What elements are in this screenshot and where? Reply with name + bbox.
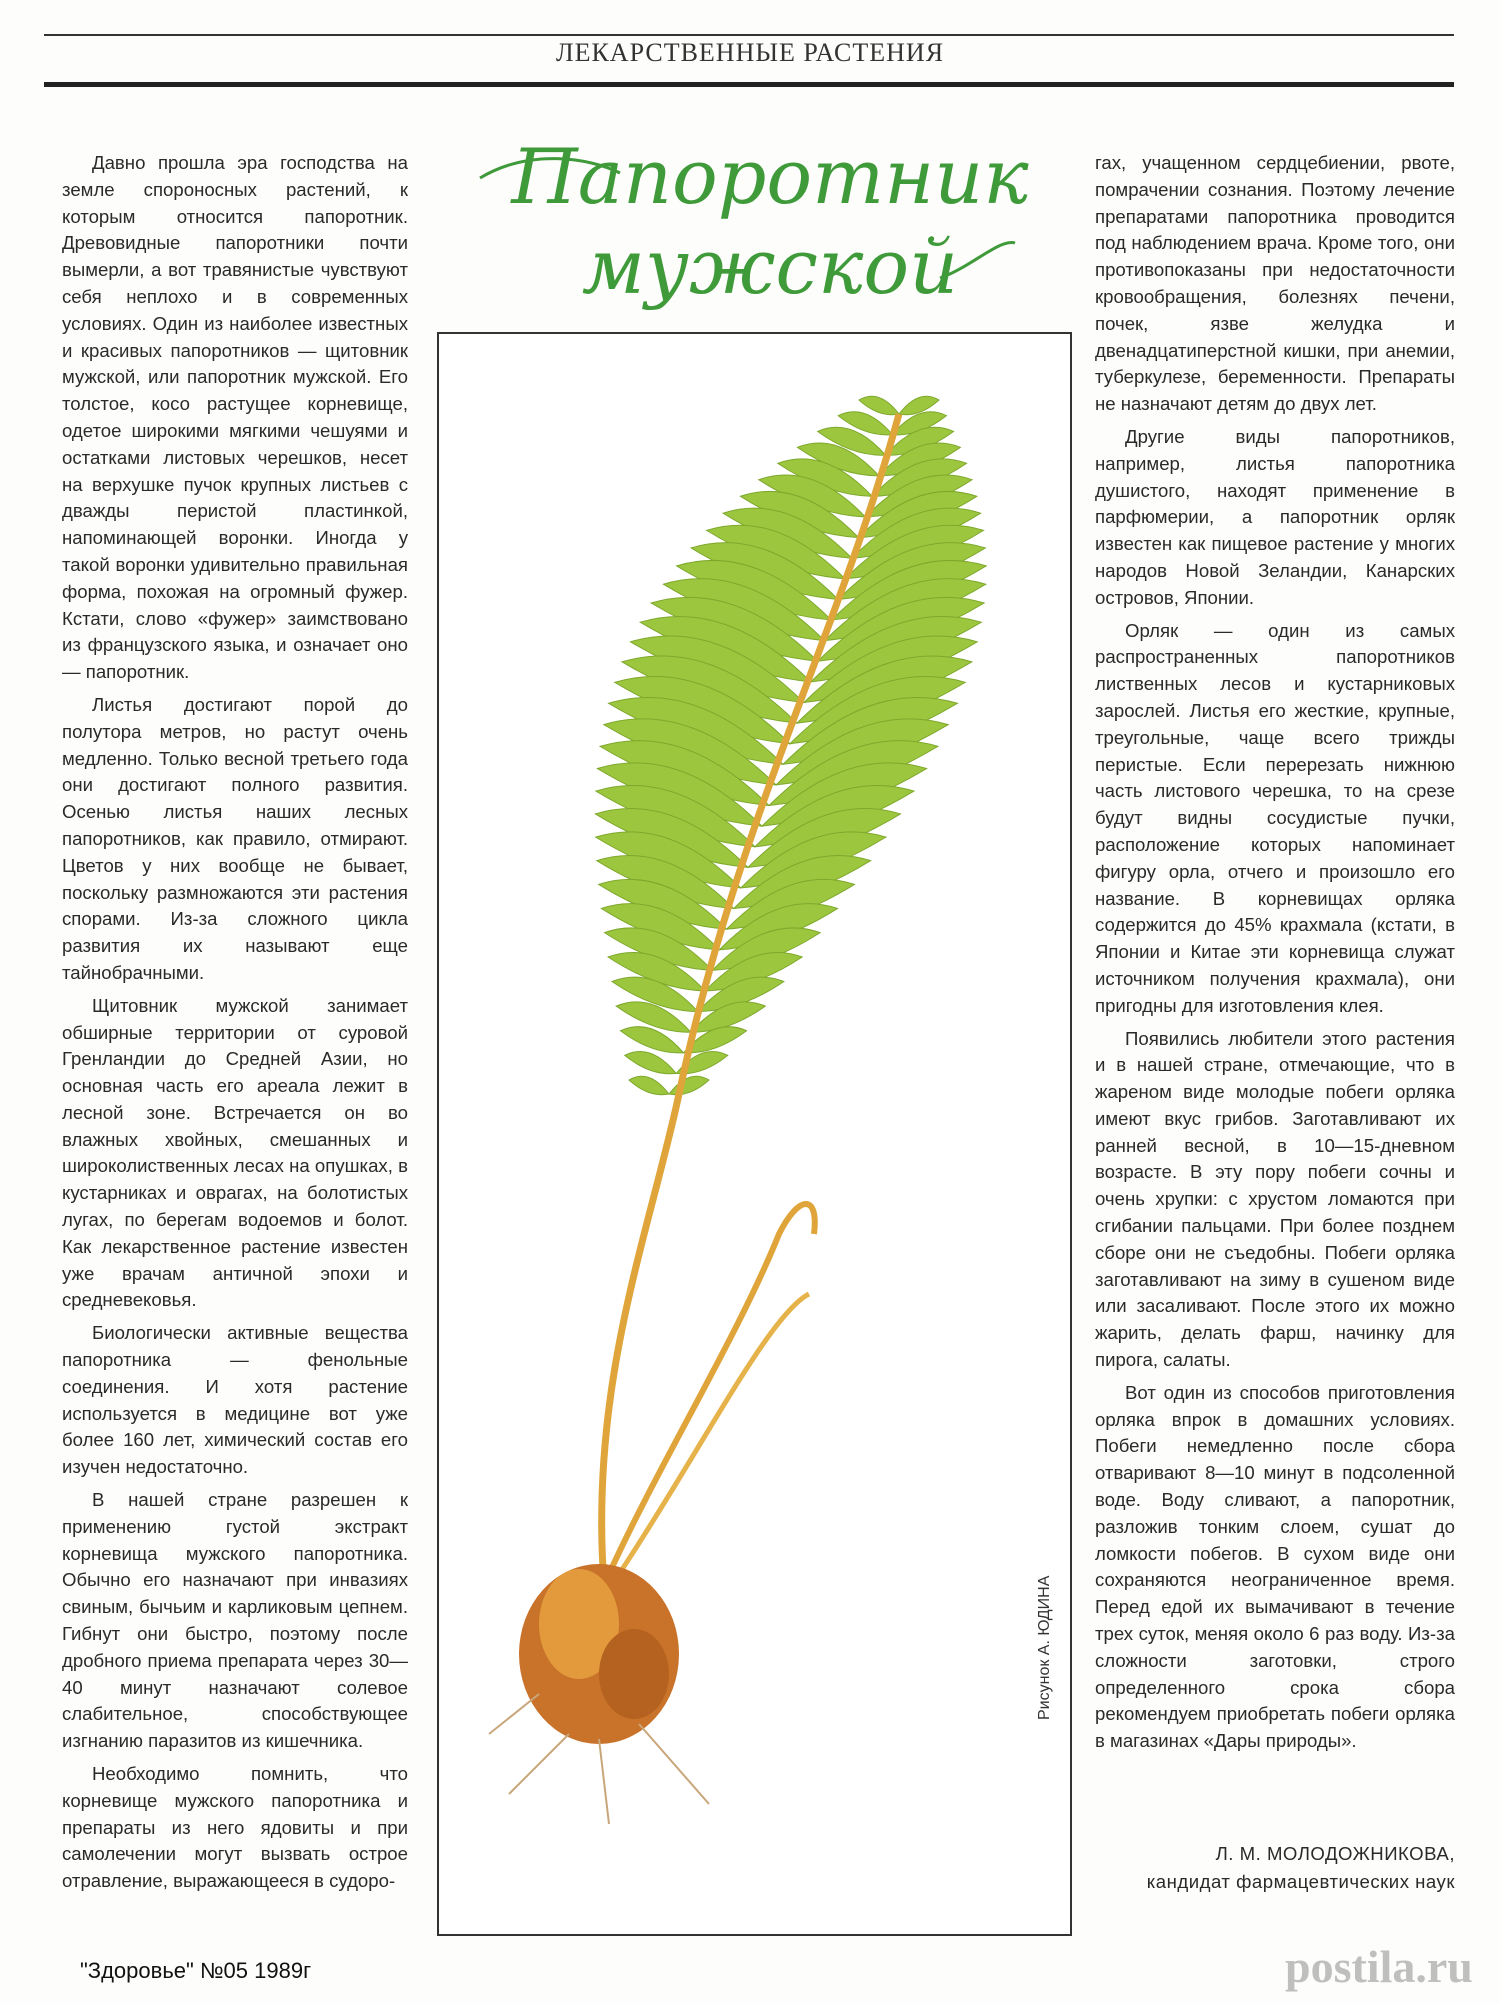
- article-column-right: [1095, 150, 1455, 1761]
- author-title: кандидат фармацевтических наук: [1146, 1871, 1455, 1892]
- watermark: postila.ru: [1285, 1941, 1473, 1992]
- header-rule-top: [44, 34, 1454, 36]
- author-signature: [1095, 1840, 1455, 1896]
- article-title-line2: мужской: [581, 222, 959, 311]
- fern-leaflet: [629, 1076, 669, 1095]
- paragraph: Биологически активные вещества папоротника — фенольные соединения. И хотя растение используется в медицине вот уже более 160 лет, химический состав его изучен недостаточно.: [62, 1322, 408, 1478]
- paragraph: Орляк — один из самых распространенных папоротников лиственных лесов и кустарниковых зарослей. Листья его жесткие, крупные, треугольные, чаще всего трижды перистые. Если перерезать нижнюю часть листового черешка, то на срезе будут видны сосудистые пучки, расположение которых напоминает фигуру орла, отчего и произошло его название. В корневищах орляка содержится до 45% крахмала (кстати, в Японии и Китае эти корневища служат источником получения крахмала), они пригодны для изготовления клея.: [1095, 619, 1455, 1016]
- fern-frond: [595, 396, 986, 1095]
- header-rule-bottom: [44, 82, 1454, 87]
- paragraph: Необходимо помнить, что корневище мужского папоротника и препараты из него ядовиты и при самолечении могут вызвать острое отравление, выражающееся в судоро-: [62, 1763, 408, 1892]
- paragraph: Появились любители этого растения и в нашей стране, отмечающие, что в жареном виде молодые побеги орляка имеют вкус грибов. Заготавливают их ранней весной, в 10—15-дневном возрасте. В эту пору побеги сочны и очень хрупки: с хрустом ломаются при сгибании пальцами. При более позднем сборе они не съедобны. Побеги орляка заготавливают на зиму в сушеном виде или засаливают. После этого их можно жарить, делать фарш, начинку для пирога, салаты.: [1095, 1027, 1455, 1371]
- illustration-credit: Рисунок А. ЮДИНА: [1036, 1575, 1053, 1720]
- rhizome: [489, 1564, 709, 1824]
- paragraph: Щитовник мужской занимает обширные территории от суровой Гренландии до Средней Азии, но основная часть его ареала лежит в лесной зоне. Встречается он во влажных хвойных, смешанных и широколиственных лесах на опушках, в кустарниках и оврагах, на болотистых лугах, по берегам водоемов и болот. Как лекарственное растение известен уже врачам античной эпохи и средневековья.: [62, 994, 408, 1311]
- source-caption: "Здоровье" №05 1989г: [80, 1958, 312, 1983]
- paragraph: Листья достигают порой до полутора метров, но растут очень медленно. Только весной третьего года они достигают полного развития. Осенью листья наших лесных папоротников, как правило, отмирают. Цветов у них вообще не бывает, поскольку размножаются эти растения спорами. Из-за сложного цикла развития их называют еще тайнобрачными.: [62, 693, 408, 983]
- fern-illustration-frame: [437, 332, 1072, 1936]
- paragraph: Давно прошла эра господства на земле спороносных растений, к которым относится папоротник. Древовидные папоротники почти вымерли, а вот травянистые чувствуют себя неплохо и в современных условиях. Один из наиболее известных и красивых папоротников — щитовник мужской, или папоротник мужской. Его толстое, косо растущее корневище, одетое широкими мягкими чешуями и остатками листовых черешков, несет на верхушке пучок крупных листьев с дважды перистой пластинкой, напоминающей воронки. Иногда у такой воронки удивительно правильная форма, похожая на огромный фужер. Кстати, слово «фужер» заимствовано из французского языка, и означает оно — папоротник.: [62, 152, 408, 683]
- fern-leaflet: [859, 396, 899, 415]
- paragraph: Вот один из способов приготовления орляка впрок в домашних условиях. Побеги немедленно после сбора отваривают 8—10 минут в подсоленной воде. Воду сливают, а папоротник, разложив тонким слоем, сушат до ломкости побегов. В сухом виде они сохраняются неограниченное время. Перед едой их вымачивают в течение трех суток, меняя около 6 раз воду. Из-за сложности заготовки, строго определенного срока сбора рекомендуем приобретать побеги орляка в магазинах «Дары природы».: [1095, 1381, 1455, 1752]
- section-header: ЛЕКАРСТВЕННЫЕ РАСТЕНИЯ: [555, 38, 945, 67]
- paragraph: гах, учащенном сердцебиении, рвоте, помрачении сознания. Поэтому лечение препаратами папоротника проводится под наблюдением врача. Кроме того, они противопоказаны при недостаточности кровообращения, болезнях печени, почек, язве желудка и двенадцатиперстной кишки, при анемии, туберкулезе, беременности. Препараты не назначают детям до двух лет.: [1095, 152, 1455, 415]
- fern-leaflet: [669, 1076, 709, 1095]
- fern-leaflet: [625, 1051, 676, 1073]
- article-title-line1: Папоротник: [511, 132, 1029, 221]
- author-name: Л. М. МОЛОДОЖНИКОВА,: [1215, 1843, 1455, 1864]
- young-shoot: [619, 1294, 809, 1574]
- article-title: [470, 118, 1030, 328]
- paragraph: Другие виды папоротников, например, листья папоротника душистого, находят применение в парфюмерии, а папоротник орляк известен как пищевое растение у многих народов Новой Зеландии, Канарских островов, Японии.: [1095, 425, 1455, 608]
- article-column-left: [62, 150, 408, 1901]
- paragraph: В нашей стране разрешен к применению густой экстракт корневища мужского папоротника. Обычно его назначают при инвазиях свиным, бычьим и карликовым цепнем. Гибнут они быстро, поэтому после дробного приема препарата через 30—40 минут назначают солевое слабительное, способствующее изгнанию паразитов из кишечника.: [62, 1489, 408, 1752]
- fern-illustration: [439, 334, 1070, 1934]
